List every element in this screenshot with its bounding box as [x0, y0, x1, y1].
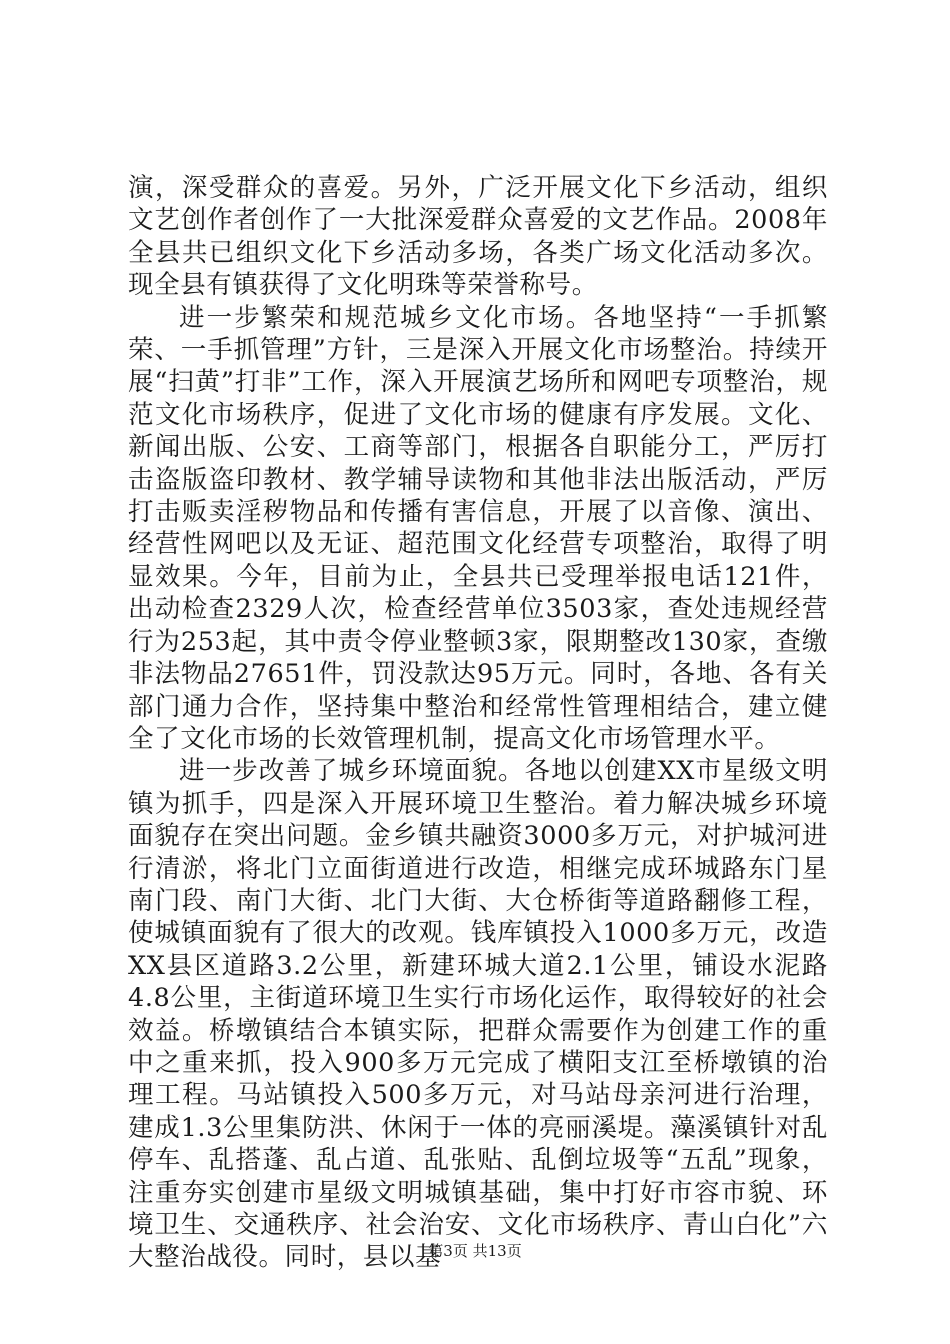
paragraph-3: 进一步改善了城乡环境面貌。各地以创建XX市星级文明镇为抓手，四是深入开展环境卫生整治。着力解决城乡环境面貌存在突出问题。金乡镇共融资3000多万元，对护城河进行清淤，将北门立面街道进行改造，相继完成环城路东门星南门段、南门大街、北门大街、大仓桥街等道路翻修工程，使城镇面貌有了很大的改观。钱库镇投入1000多万元，改造XX县区道路3.2公里，新建环城大道2.1公里，铺设水泥路4.8公里，主街道环境卫生实行市场化运作，取得较好的社会效益。桥墩镇结合本镇实际，把群众需要作为创建工作的重中之重来抓，投入900多万元完成了横阳支江至桥墩镇的治理工程。马站镇投入500多万元，对马站母亲河进行治理，建成1.3公里集防洪、休闲于一体的亮丽溪堤。藻溪镇针对乱停车、乱搭蓬、乱占道、乱张贴、乱倒垃圾等“五乱”现象，注重夯实创建市星级文明城镇基础，集中打好市容市貌、环境卫生、交通秩序、社会治安、文化市场秩序、青山白化”六大整治战役。同时，县以基: [128, 756, 828, 1273]
paragraph-2: 进一步繁荣和规范城乡文化市场。各地坚持“一手抓繁荣、一手抓管理”方针，三是深入开展文化市场整治。持续开展“扫黄”打非”工作，深入开展演艺场所和网吧专项整治，规范文化市场秩序，促进了文化市场的健康有序发展。文化、新闻出版、公安、工商等部门，根据各自职能分工，严厉打击盗版盗印教材、教学辅导读物和其他非法出版活动，严厉打击贩卖淫秽物品和传播有害信息，开展了以音像、演出、经营性网吧以及无证、超范围文化经营专项整治，取得了明显效果。今年，目前为止，全县共已受理举报电话121件，出动检查2329人次，检查经营单位3503家，查处违规经营行为253起，其中责令停业整顿3家，限期整改130家，查缴非法物品27651件，罚没款达95万元。同时，各地、各有关部门通力合作，坚持集中整治和经常性管理相结合，建立健全了文化市场的长效管理机制，提高文化市场管理水平。: [128, 302, 828, 754]
document-body: [128, 172, 828, 1274]
page-footer: [0, 1240, 950, 1261]
page-number-label: 第3页 共13页: [428, 1242, 522, 1260]
paragraph-1: 演，深受群众的喜爱。另外，广泛开展文化下乡活动，组织文艺创作者创作了一大批深爱群众喜爱的文艺作品。2008年全县共已组织文化下乡活动多场，各类广场文化活动多次。现全县有镇获得了文化明珠等荣誉称号。: [128, 173, 828, 301]
